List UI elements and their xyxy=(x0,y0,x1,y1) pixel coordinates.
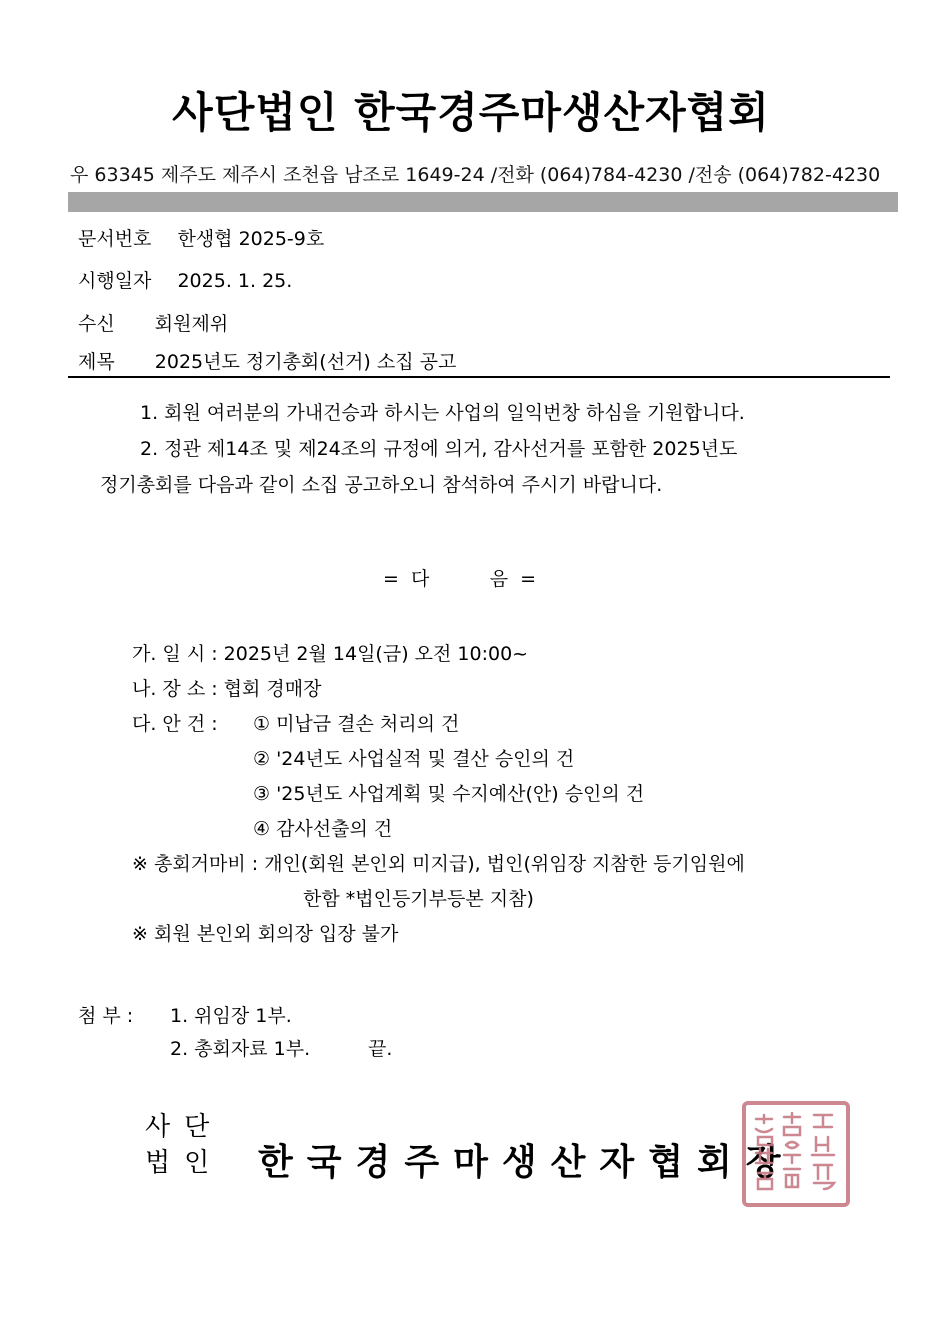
recipient-value: 회원제위 xyxy=(154,313,229,335)
attachment-item: 1. 위임장 1부. xyxy=(170,1005,292,1027)
subject-label: 제목 xyxy=(78,351,115,373)
note-allowance-line-1: ※ 총회거마비 : 개인(회원 본인외 미지급), 법인(위임장 지참한 등기임원에 xyxy=(132,853,745,875)
address-line: 우 63345 제주도 제주시 조천읍 남조로 1649-24 /전화 (064)784-4230 /전송 (064)782-4230 xyxy=(70,164,881,186)
closing-org-type-line-1: 사단 xyxy=(145,1112,224,1142)
when-value: 2025년 2월 14일(금) 오전 10:00~ xyxy=(223,643,529,665)
note-allowance-line-2: 한함 *법인등기부등본 지참) xyxy=(303,888,534,910)
agenda-item: ① 미납금 결손 처리의 건 xyxy=(253,713,460,735)
paragraph-2-line-1: 2. 정관 제14조 및 제24조의 규정에 의거, 감사선거를 포함한 2025년도 xyxy=(140,438,738,460)
agenda-item: ② '24년도 사업실적 및 결산 승인의 건 xyxy=(253,748,575,770)
recipient-label: 수신 xyxy=(78,313,115,335)
when-label: 가. 일 시 : xyxy=(132,643,218,665)
doc-number-row xyxy=(78,224,324,251)
doc-number-label: 문서번호 xyxy=(78,228,152,250)
closing-org-type-line-2: 법인 xyxy=(145,1148,224,1178)
paragraph-1: 1. 회원 여러분의 가내건승과 하시는 사업의 일익번창 하심을 기원합니다. xyxy=(140,402,745,424)
subject-value: 2025년도 정기총회(선거) 소집 공고 xyxy=(154,351,457,373)
issue-date-row xyxy=(78,266,292,293)
subject-divider-rule xyxy=(68,376,890,378)
when-row xyxy=(132,639,528,666)
attachment-item: 2. 총회자료 1부. xyxy=(170,1038,311,1060)
where-label: 나. 장 소 : xyxy=(132,678,218,700)
agenda-label: 다. 안 건 : xyxy=(132,713,218,735)
paragraph-2-line-2: 정기총회를 다음과 같이 소집 공고하오니 참석하여 주시기 바랍니다. xyxy=(100,474,663,496)
where-value: 협회 경매장 xyxy=(223,678,322,700)
closing-signature-name: 한국경주마생산자협회장 xyxy=(258,1142,795,1183)
document-title: 사단법인 한국경주마생산자협회 xyxy=(172,88,770,137)
recipient-row xyxy=(78,309,228,336)
subject-row xyxy=(78,347,456,374)
agenda-item: ③ '25년도 사업계획 및 수지예산(안) 승인의 건 xyxy=(253,783,645,805)
note-entry: ※ 회원 본인외 회의장 입장 불가 xyxy=(132,923,399,945)
issue-date-label: 시행일자 xyxy=(78,270,152,292)
doc-number-value: 한생협 2025-9호 xyxy=(177,228,325,250)
agenda-item: ④ 감사선출의 건 xyxy=(253,818,393,840)
where-row xyxy=(132,674,321,701)
issue-date-value: 2025. 1. 25. xyxy=(177,270,293,292)
seal-glyph-pattern xyxy=(746,1105,846,1203)
header-divider-bar xyxy=(68,192,898,212)
attachments-label: 첨 부 : xyxy=(78,1005,134,1027)
section-heading: = 다 음 = xyxy=(383,568,537,590)
official-seal-icon xyxy=(742,1101,850,1207)
end-mark: 끝. xyxy=(368,1038,393,1060)
